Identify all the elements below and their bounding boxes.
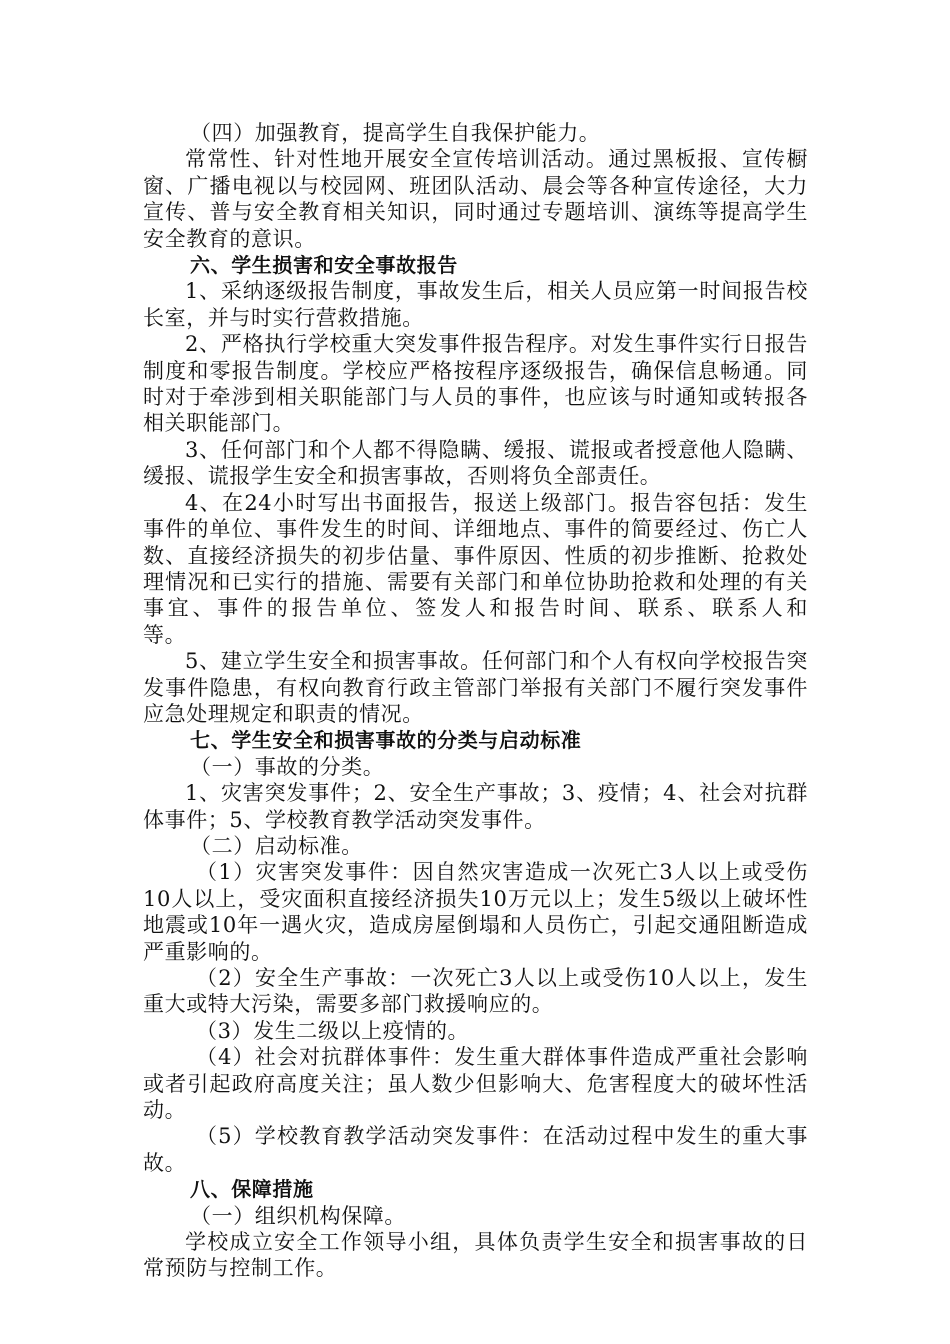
paragraph-org: 学校成立安全工作领导小组，具体负责学生安全和损害事故的日常预防与控制工作。 [143, 1230, 808, 1281]
section-heading-6: 六、学生损害和安全事故报告 [190, 253, 458, 278]
paragraph-report-4: 4、在24小时写出书面报告，报送上级部门。报告容包括：发生事件的单位、事件发生的时间、详细地点、事件的简要经过、伤亡人数、直接经济损失的初步估量、事件原因、性质的初步推断、抢救处理情况和已实行的措施、需要有关部门和单位协助抢救和处理的有关事宜、事件的报告单位、签发人和报告时间、联系、联系人和 等。 [143, 490, 873, 647]
paragraph-standard-2: （2）安全生产事故：一次死亡3人以上或受伤10人以上，发生重大或特大污染，需要多部门救援响应的。 [143, 966, 808, 1017]
paragraph-standard-3: （3）发生二级以上疫情的。 [196, 1018, 470, 1043]
paragraph-report-2: 2、严格执行学校重大突发事件报告程序。对发生事件实行日报告制度和零报告制度。学校应严格按程序逐级报告，确保信息畅通。同时对于牵涉到相关职能部门与人员的事件，也应该与时通知或转报各相关职能部门。 [143, 332, 808, 436]
paragraph-education: 常常性、针对性地开展安全宣传培训活动。通过黑板报、宣传橱窗、广播电视以与校园网、班团队活动、晨会等各种宣传途径，大力宣传、普与安全教育相关知识，同时通过专题培训、演练等提高学生安全教育的意识。 [143, 147, 808, 251]
paragraph-report-3: 3、任何部门和个人都不得隐瞒、缓报、谎报或者授意他人隐瞒、缓报、谎报学生安全和损害事故，否则将负全部责任。 [143, 437, 808, 489]
paragraph-standard-1: （1）灾害突发事件：因自然灾害造成一次死亡3人以上或受伤10人以上，受灾面积直接经济损失10万元以上；发生5级以上破坏性地震或10年一遇火灾，造成房屋倒塌和人员伤亡，引起交通阻断造成严重影响的。 [143, 860, 808, 964]
paragraph-standard-4: （4）社会对抗群体事件：发生重大群体事件造成严重社会影响或者引起政府高度关注；虽人数少但影响大、危害程度大的破坏性活动。 [143, 1045, 808, 1123]
section-heading-7: 七、学生安全和损害事故的分类与启动标准 [190, 728, 582, 753]
paragraph-standard-5: （5）学校教育教学活动突发事件：在活动过程中发生的重大事故。 [143, 1124, 808, 1175]
paragraph-classification-heading: （一）事故的分类。 [190, 754, 385, 779]
paragraph-org-heading: （一）组织机构保障。 [190, 1203, 406, 1228]
paragraph-education-heading: （四）加强教育，提高学生自我保护能力。 [190, 121, 601, 145]
paragraph-report-5: 5、建立学生安全和损害事故。任何部门和个人有权向学校报告突发事件隐患，有权向教育行政主管部门举报有关部门不履行突发事件应急处理规定和职责的情况。 [143, 649, 808, 726]
paragraph-report-1: 1、采纳逐级报告制度，事故发生后，相关人员应第一时间报告校长室，并与时实行营救措施。 [143, 279, 808, 330]
paragraph-standard-heading: （二）启动标准。 [190, 833, 363, 858]
paragraph-classification: 1、灾害突发事件；2、安全生产事故；3、疫情；4、社会对抗群体事件；5、学校教育教学活动突发事件。 [143, 781, 808, 832]
section-heading-8: 八、保障措施 [190, 1177, 314, 1202]
document-body [143, 120, 873, 1282]
